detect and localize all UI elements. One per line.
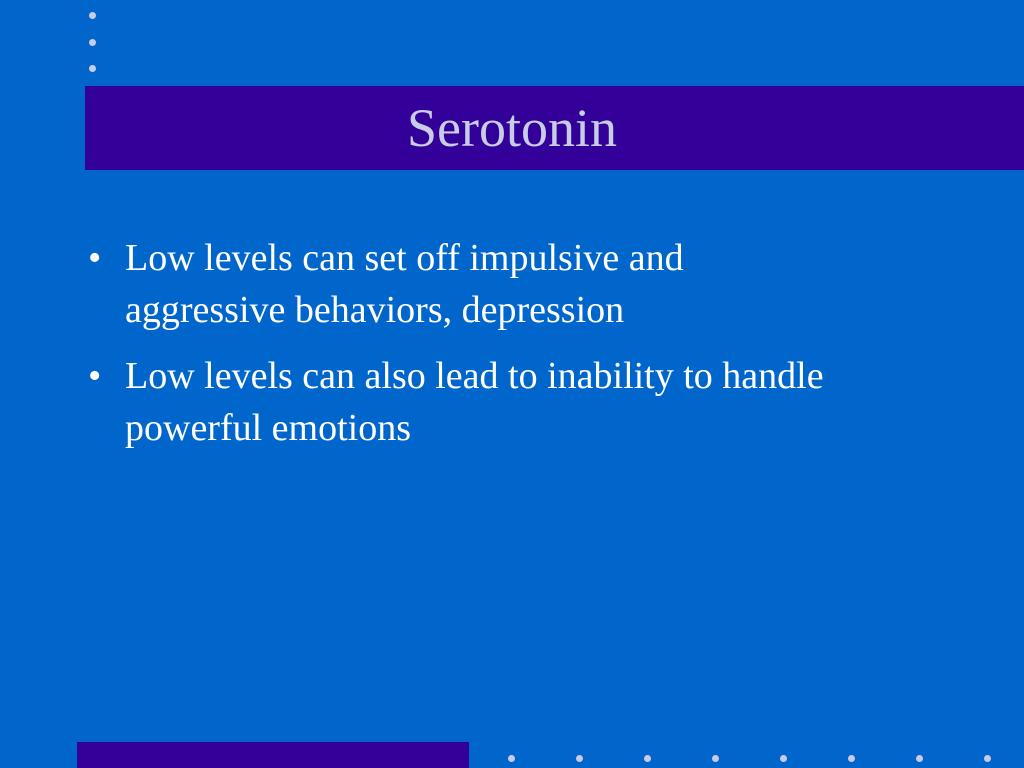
bullet-item xyxy=(85,350,845,454)
bullet-text: Low levels can set off impulsive and aggressive behaviors, depression xyxy=(125,237,684,331)
decorative-dot xyxy=(508,755,515,762)
slide-title: Serotonin xyxy=(407,98,617,158)
decorative-dot xyxy=(89,39,96,46)
decorative-dot xyxy=(712,755,719,762)
decorative-dots-bottom xyxy=(508,755,1024,762)
decorative-dot xyxy=(848,755,855,762)
decorative-dot xyxy=(780,755,787,762)
bottom-accent-bar xyxy=(77,742,469,768)
decorative-dot xyxy=(89,12,96,19)
bullet-text: Low levels can also lead to inability to handle powerful emotions xyxy=(125,355,824,449)
bullet-list xyxy=(85,232,845,468)
bullet-item xyxy=(85,232,845,336)
decorative-dot xyxy=(576,755,583,762)
title-bar xyxy=(85,86,1024,170)
decorative-dot xyxy=(984,755,991,762)
bullet-marker: • xyxy=(88,237,102,279)
decorative-dot xyxy=(916,755,923,762)
decorative-dot xyxy=(644,755,651,762)
bullet-marker: • xyxy=(88,355,102,397)
decorative-dot xyxy=(89,65,96,72)
